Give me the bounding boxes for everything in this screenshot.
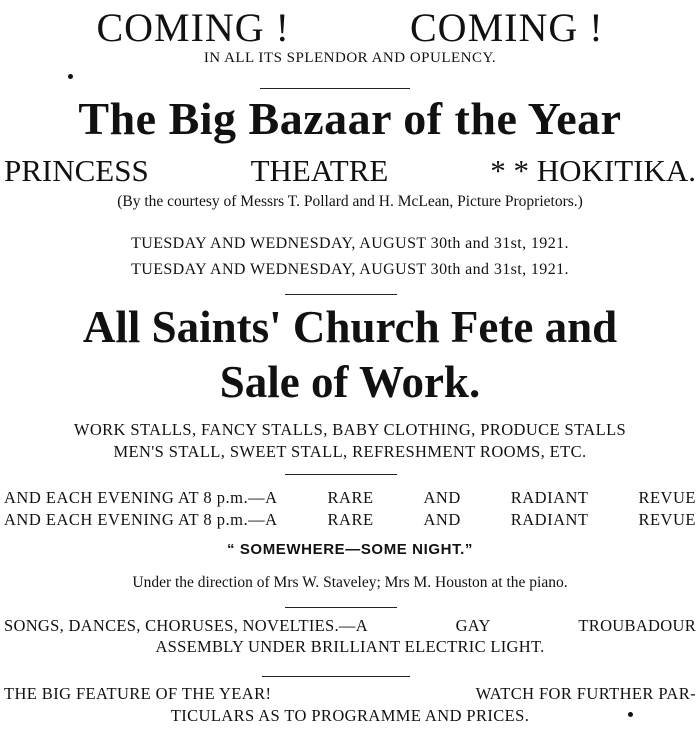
songs-line-1 — [4, 618, 696, 635]
feature-part-b: WATCH FOR FURTHER PAR- — [475, 684, 696, 703]
dates-line-1: TUESDAY AND WEDNESDAY, AUGUST 30th and 31st, 1921. — [131, 235, 569, 252]
revue-part-a: AND EACH EVENING AT 8 p.m.—A — [4, 510, 278, 529]
songs-part-b: GAY — [455, 616, 491, 635]
revue-part-a: AND EACH EVENING AT 8 p.m.—A — [4, 488, 278, 507]
revue-line-1 — [4, 490, 696, 507]
revue-part-c: AND — [423, 510, 461, 529]
theatre-location: * * HOKITIKA. — [490, 153, 696, 188]
revue-line-2 — [4, 512, 696, 529]
revue-part-d: RADIANT — [510, 510, 589, 529]
theatre-line — [4, 155, 696, 186]
stalls-line-1: WORK STALLS, FANCY STALLS, BABY CLOTHING, PRODUCE STALLS — [73, 420, 627, 439]
stalls-line-2: MEN'S STALL, SWEET STALL, REFRESHMENT ROOMS, ETC. — [113, 442, 587, 461]
songs-part-c: TROUBADOUR — [578, 616, 696, 635]
direction-note: Under the direction of Mrs W. Staveley; Mrs M. Houston at the piano. — [132, 574, 568, 591]
divider-rule — [262, 676, 410, 677]
divider-rule — [285, 474, 397, 475]
divider-rule — [285, 607, 397, 608]
feature-part-a: THE BIG FEATURE OF THE YEAR! — [4, 684, 272, 703]
divider-rule — [285, 294, 397, 295]
songs-part-a: SONGS, DANCES, CHORUSES, NOVELTIES.—A — [4, 616, 368, 635]
theatre-name-a: PRINCESS — [4, 153, 149, 188]
courtesy-note: (By the courtesy of Messrs T. Pollard and H. McLean, Picture Proprietors.) — [117, 193, 583, 210]
revue-part-b: RARE — [327, 510, 374, 529]
feature-line-2: TICULARS AS TO PROGRAMME AND PRICES. — [170, 706, 530, 725]
coming-banner — [0, 5, 700, 50]
show-title: “ SOMEWHERE—SOME NIGHT.” — [226, 541, 474, 558]
fete-title-2: Sale of Work. — [219, 357, 481, 407]
headline-bazaar: The Big Bazaar of the Year — [78, 93, 622, 144]
revue-part-d: RADIANT — [510, 488, 589, 507]
coming-left: COMING ! — [96, 5, 290, 50]
songs-line-2: ASSEMBLY UNDER BRILLIANT ELECTRIC LIGHT. — [155, 637, 545, 656]
dates-line-2: TUESDAY AND WEDNESDAY, AUGUST 30th and 31st, 1921. — [131, 261, 569, 278]
feature-line-1 — [4, 686, 696, 703]
revue-part-e: REVUE — [638, 510, 696, 529]
revue-part-c: AND — [423, 488, 461, 507]
ink-speck — [68, 74, 73, 79]
fete-title-1: All Saints' Church Fete and — [82, 302, 618, 352]
revue-part-e: REVUE — [638, 488, 696, 507]
theatre-name-b: THEATRE — [250, 153, 389, 188]
ink-speck — [628, 712, 633, 717]
coming-right: COMING ! — [410, 5, 604, 50]
revue-part-b: RARE — [327, 488, 374, 507]
subtitle: IN ALL ITS SPLENDOR AND OPULENCY. — [203, 50, 497, 66]
divider-rule — [260, 88, 410, 89]
